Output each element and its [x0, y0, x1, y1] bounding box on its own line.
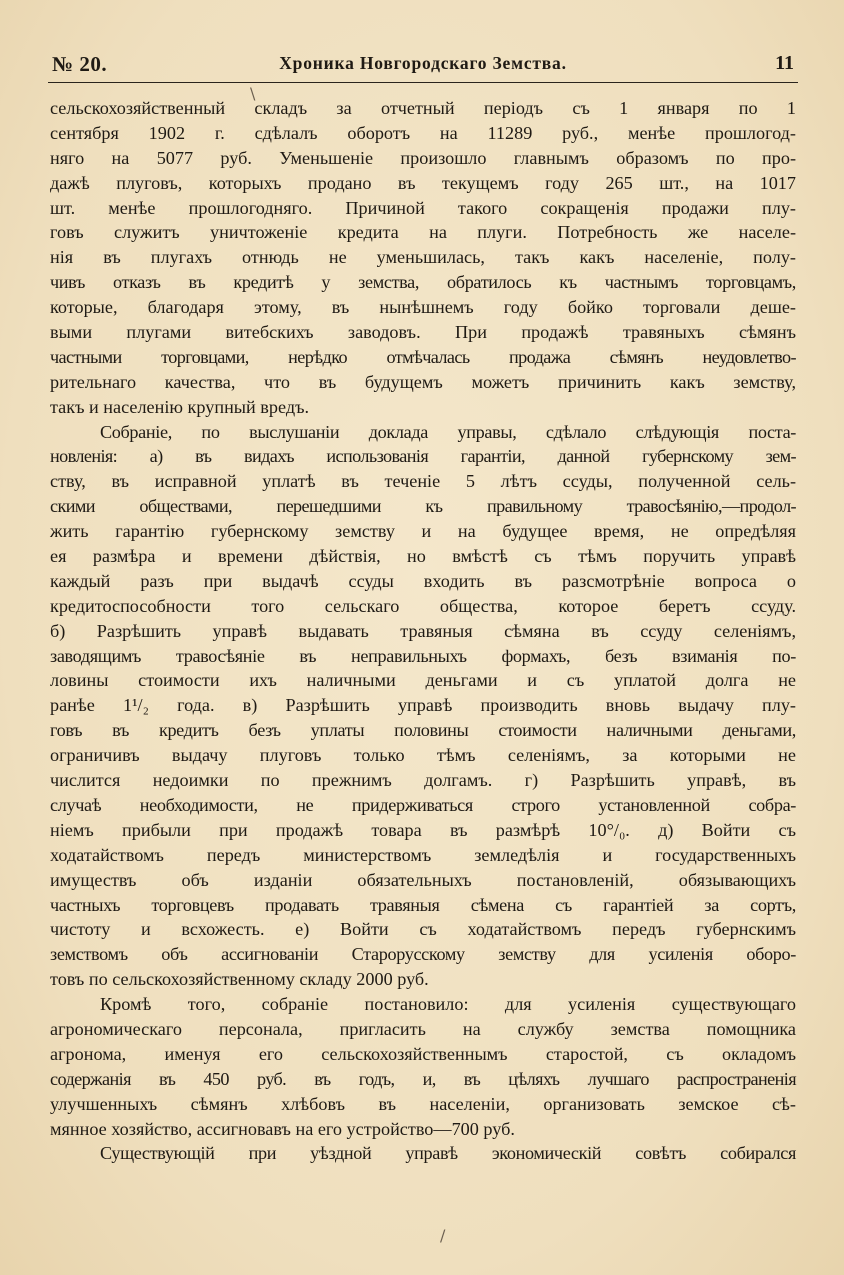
- text-line: заводящимъ травосѣяніе въ неправильныхъ формахъ, безъ взиманія по-: [50, 645, 796, 666]
- text-line: улучшенныхъ сѣмянъ хлѣбовъ въ населеніи, организовать земское сѣ-: [50, 1093, 796, 1114]
- text-line: частными торговцами, нерѣдко отмѣчалась продажа сѣмянъ неудовлетво-: [50, 346, 796, 367]
- stray-mark-top: \: [250, 84, 256, 103]
- paragraph-3: [50, 992, 796, 1141]
- stray-mark-bottom: /: [440, 1226, 446, 1245]
- paragraph-1: [50, 96, 796, 420]
- text-line: сентября 1902 г. сдѣлалъ оборотъ на 11289 руб., менѣе прошлогод-: [50, 122, 796, 143]
- text-line: новленія: а) въ видахъ использованія гарантіи, данной губернскому зем-: [50, 446, 796, 467]
- text-line: скими обществами, перешедшими къ правильному травосѣянію,—продол-: [50, 496, 796, 517]
- text-line: такъ и населенію крупный вредъ.: [50, 396, 310, 417]
- header-rule: [48, 82, 798, 83]
- text-line: агронома, именуя его сельскохозяйственнымъ старостой, съ окладомъ: [50, 1043, 796, 1064]
- text-line: которые, благодаря этому, въ нынѣшнемъ году бойко торговали деше-: [50, 297, 796, 318]
- text-line: земствомъ объ ассигнованіи Старорусскому земству для усиленія оборо-: [50, 944, 796, 965]
- text-line: ніемъ прибыли при продажѣ товара въ размѣрѣ 10°/₀. д) Войти съ: [50, 819, 796, 840]
- text-line: няго на 5077 руб. Уменьшеніе произошло главнымъ образомъ по про-: [50, 147, 796, 168]
- text-line: Существующій при уѣздной управѣ экономическій совѣтъ собирался: [100, 1143, 796, 1164]
- text-line: б) Разрѣшить управѣ выдавать травяныя сѣмяна въ ссуду селеніямъ,: [50, 620, 796, 641]
- text-line: Кромѣ того, собраніе постановило: для усиленія существующаго: [100, 994, 796, 1015]
- paragraph-2: [50, 420, 796, 992]
- text-line: ловины стоимости ихъ наличными деньгами и съ уплатой долга не: [50, 670, 796, 691]
- text-line: шт. менѣе прошлогодняго. Причиной такого сокращенія продажи плу-: [50, 197, 796, 218]
- text-line: выми плугами витебскихъ заводовъ. При продажѣ травяныхъ сѣмянъ: [50, 322, 796, 343]
- text-line: ограничивъ выдачу плуговъ только тѣмъ селеніямъ, за которыми не: [50, 745, 796, 766]
- text-line: говъ служитъ уничтоженіе кредита на плуги. Потребность же населе-: [50, 222, 796, 243]
- text-line: случаѣ необходимости, не придерживаться строго установленной собра-: [50, 794, 796, 815]
- text-line: дажѣ плуговъ, которыхъ продано въ текущемъ году 265 шт., на 1017: [50, 172, 796, 193]
- text-line: ея размѣра и времени дѣйствія, но вмѣстѣ съ тѣмъ поручить управѣ: [50, 546, 796, 567]
- text-line: частныхъ торговцевъ продавать травяныя сѣмена съ гарантіей за сортъ,: [50, 894, 796, 915]
- text-line: чивъ отказъ въ кредитѣ у земства, обратилось къ частнымъ торговцамъ,: [50, 272, 796, 293]
- text-line: нія въ плугахъ отнюдь не уменьшилась, такъ какъ населеніе, полу-: [50, 247, 796, 268]
- text-line: жить гарантію губернскому земству и на будущее время, не опредѣляя: [50, 521, 796, 542]
- text-line: содержанія въ 450 руб. въ годъ, и, въ цѣляхъ лучшаго распространенія: [50, 1068, 796, 1089]
- text-line: рительнаго качества, что въ будущемъ можетъ причинить какъ земству,: [50, 371, 796, 392]
- journal-title: Хроника Новгородскаго Земства.: [279, 53, 567, 73]
- page-number: 11: [775, 52, 794, 74]
- issue-number: № 20.: [52, 52, 108, 76]
- text-line: ходатайствомъ передъ министерствомъ земледѣлія и государственныхъ: [50, 844, 796, 865]
- text-line: агрономическаго персонала, пригласить на службу земства помощника: [50, 1018, 796, 1039]
- text-line: ранѣе 1¹/₂ года. в) Разрѣшить управѣ производить вновь выдачу плу-: [50, 695, 796, 716]
- running-header: [48, 50, 798, 84]
- text-line: числится недоимки по прежнимъ долгамъ. г) Разрѣшить управѣ, въ: [50, 770, 796, 791]
- text-line: товъ по сельскохозяйственному складу 2000 руб.: [50, 969, 429, 990]
- text-line: мянное хозяйство, ассигновавъ на его устройство—700 руб.: [50, 1118, 515, 1139]
- text-line: имуществъ объ изданіи обязательныхъ постановленій, обязывающихъ: [50, 869, 796, 890]
- text-line: ству, въ исправной уплатѣ въ теченіе 5 лѣтъ ссуды, полученной сель-: [50, 471, 796, 492]
- body-text: [50, 96, 796, 1166]
- text-line: каждый разъ при выдачѣ ссуды входить въ разсмотрѣніе вопроса о: [50, 570, 796, 591]
- text-line: Собраніе, по выслушаніи доклада управы, сдѣлало слѣдующія поста-: [100, 421, 796, 442]
- text-line: сельскохозяйственный складъ за отчетный періодъ съ 1 января по 1: [50, 98, 796, 118]
- text-line: говъ въ кредитъ безъ уплаты половины стоимости наличными деньгами,: [50, 720, 796, 741]
- text-line: кредитоспособности того сельскаго общества, которое беретъ ссуду.: [50, 595, 796, 616]
- text-line: чистоту и всхожесть. е) Войти съ ходатайствомъ передъ губернскимъ: [50, 919, 796, 940]
- paragraph-4: [50, 1141, 796, 1166]
